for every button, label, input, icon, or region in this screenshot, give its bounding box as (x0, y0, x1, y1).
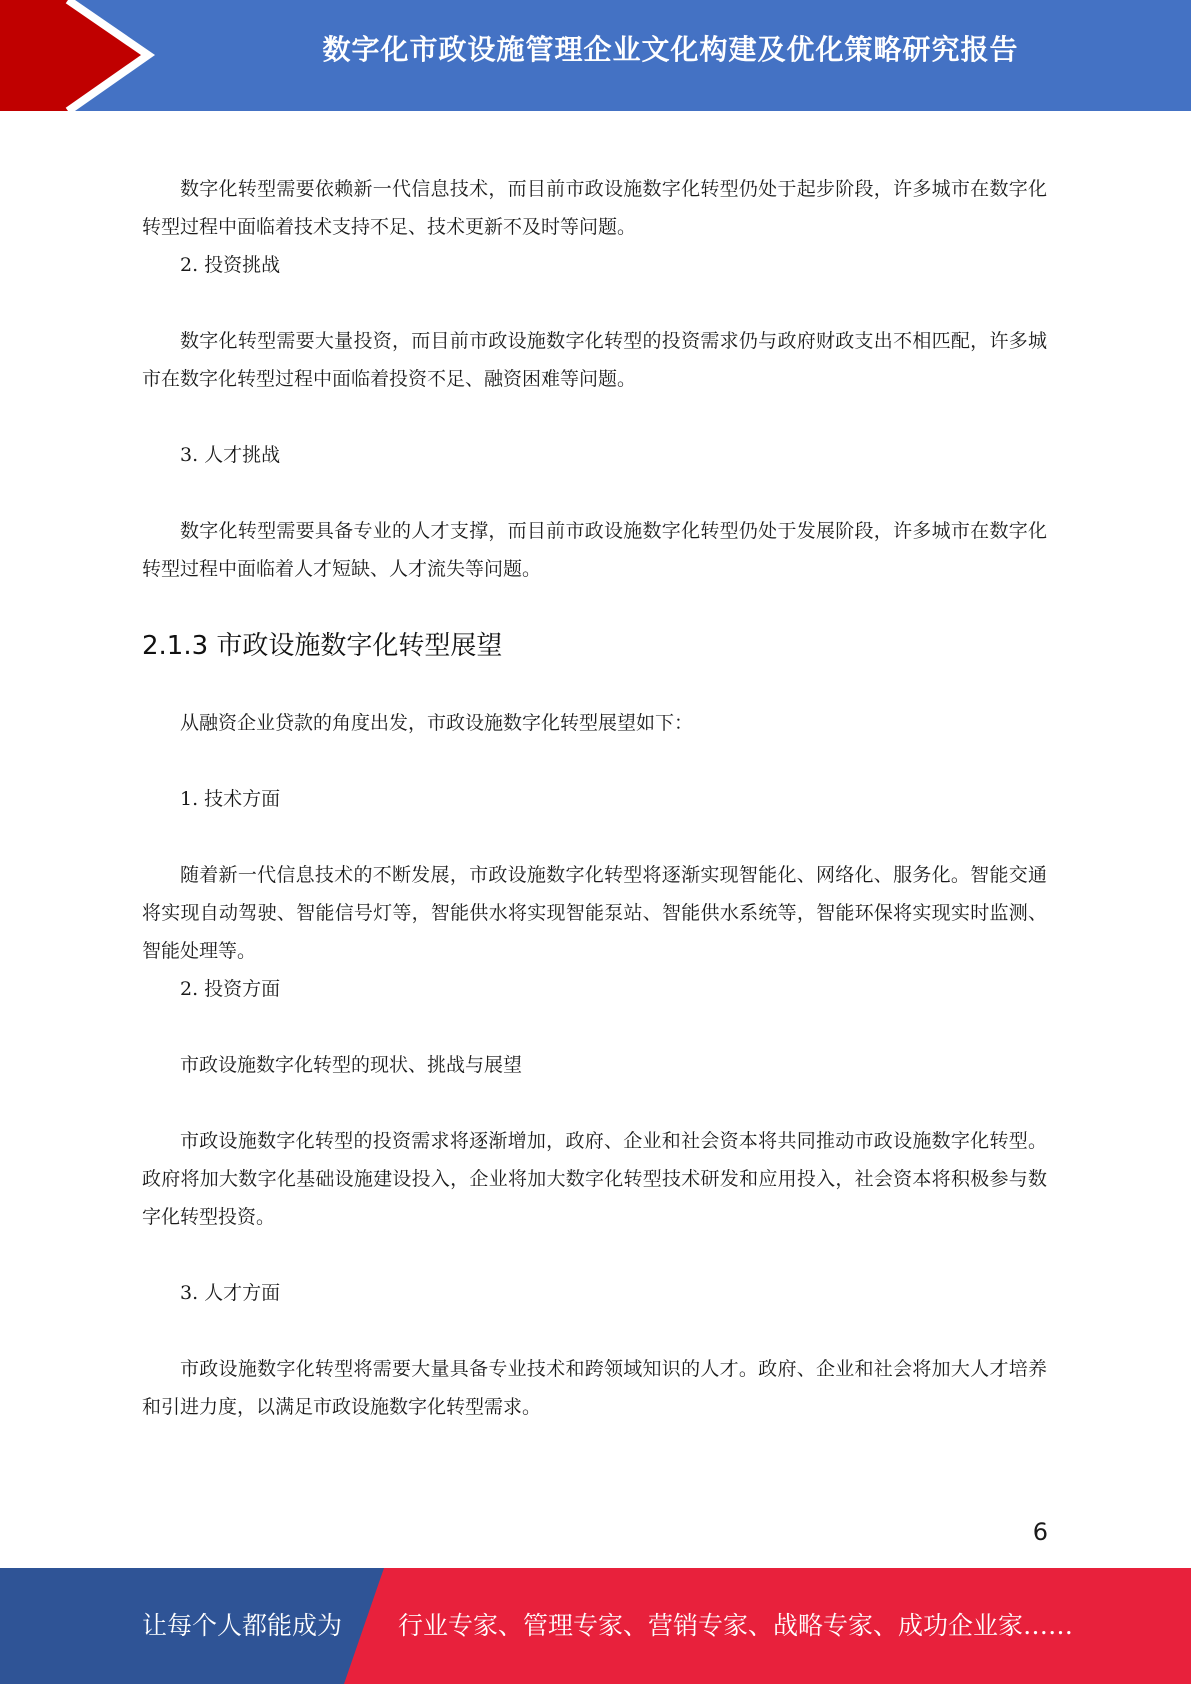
paragraph-tech-challenge: 数字化转型需要依赖新一代信息技术，而目前市政设施数字化转型仍处于起步阶段，许多城市在数字化转型过程中面临着技术支持不足、技术更新不及时等问题。 (142, 178, 1047, 238)
page-number: 6 (1032, 1518, 1048, 1546)
document-title: 数字化市政设施管理企业文化构建及优化策略研究报告 (322, 33, 1019, 66)
footer-slogan-left: 让每个人都能成为 (142, 1611, 343, 1640)
page-footer (0, 1568, 1191, 1684)
page-header (0, 0, 1191, 111)
section-heading: 2.1.3 市政设施数字化转型展望 (142, 631, 503, 661)
item-tech: 1. 技术方面 (180, 788, 281, 810)
paragraph-talent-challenge: 数字化转型需要具备专业的人才支撑，而目前市政设施数字化转型仍处于发展阶段，许多城市在数字化转型过程中面临着人才短缺、人才流失等问题。 (142, 520, 1047, 580)
paragraph-invest-outlook: 市政设施数字化转型的投资需求将逐渐增加，政府、企业和社会资本将共同推动市政设施数字化转型。政府将加大数字化基础设施建设投入，企业将加大数字化转型技术研发和应用投入，社会资本将积极参与数字化转型投资。 (142, 1130, 1047, 1228)
item-invest: 2. 投资方面 (180, 978, 281, 1000)
footer-slogan-right: 行业专家、管理专家、营销专家、战略专家、成功企业家…… (398, 1611, 1074, 1640)
item-talent-challenge: 3. 人才挑战 (180, 444, 281, 466)
page-body (142, 170, 1047, 1426)
paragraph-status-line: 市政设施数字化转型的现状、挑战与展望 (180, 1054, 523, 1076)
item-talent: 3. 人才方面 (180, 1282, 281, 1304)
paragraph-talent-outlook: 市政设施数字化转型将需要大量具备专业技术和跨领域知识的人才。政府、企业和社会将加大人才培养和引进力度，以满足市政设施数字化转型需求。 (142, 1358, 1047, 1418)
paragraph-tech-outlook: 随着新一代信息技术的不断发展，市政设施数字化转型将逐渐实现智能化、网络化、服务化。智能交通将实现自动驾驶、智能信号灯等，智能供水将实现智能泵站、智能供水系统等，智能环保将实现实时监测、智能处理等。 (142, 864, 1047, 962)
paragraph-invest-challenge: 数字化转型需要大量投资，而目前市政设施数字化转型的投资需求仍与政府财政支出不相匹配，许多城市在数字化转型过程中面临着投资不足、融资困难等问题。 (142, 330, 1047, 390)
paragraph-outlook-intro: 从融资企业贷款的角度出发，市政设施数字化转型展望如下： (180, 712, 694, 734)
item-invest-challenge: 2. 投资挑战 (180, 254, 281, 276)
